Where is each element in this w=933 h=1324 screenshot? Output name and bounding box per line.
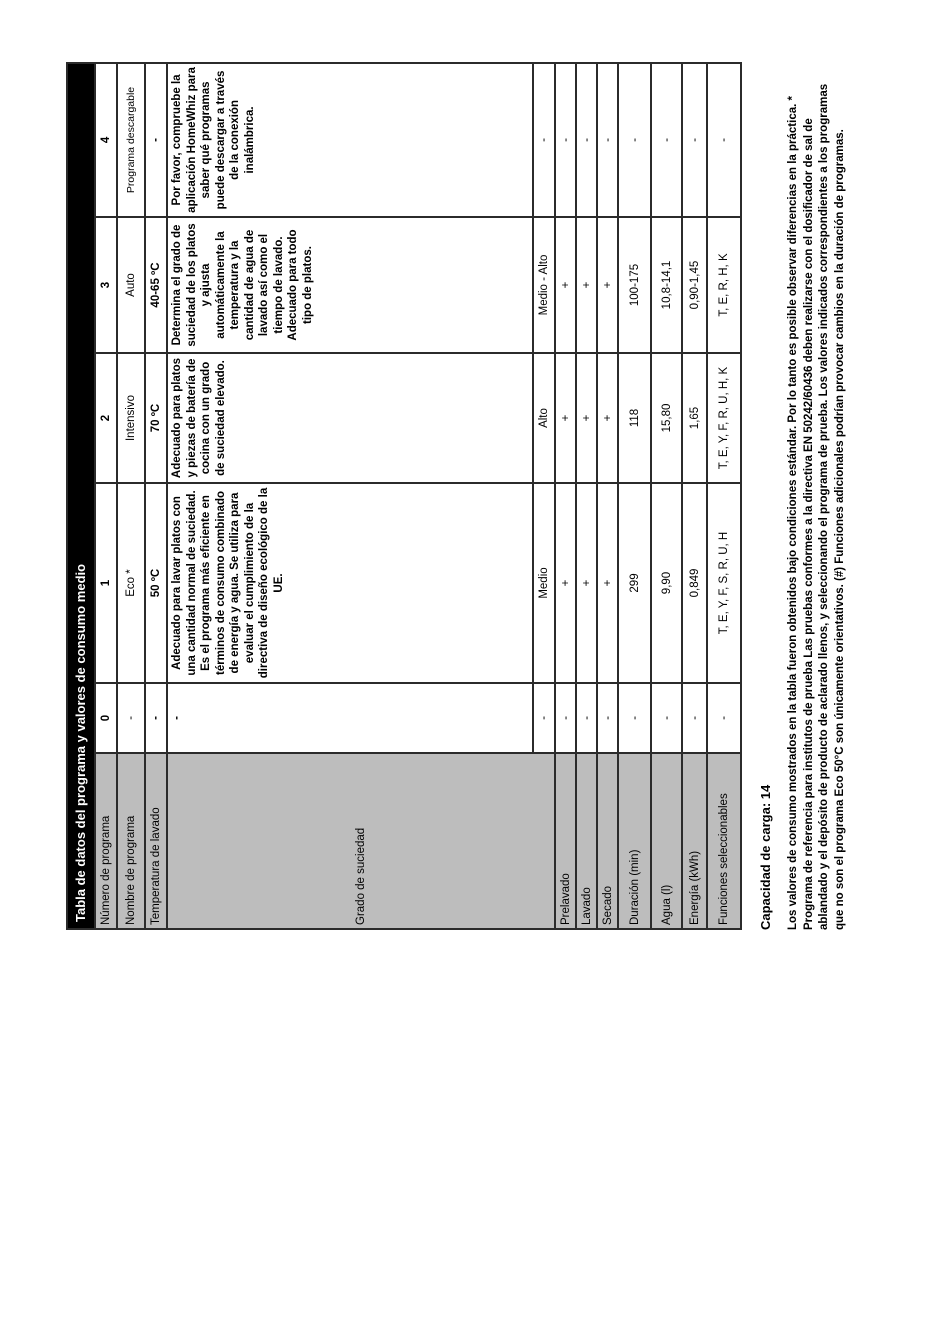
label-agua: Agua (l) — [651, 753, 682, 929]
row-nombre — [117, 63, 145, 929]
cell-prelavado-4: - — [555, 63, 576, 217]
label-duracion: Duración (min) — [618, 753, 651, 929]
cell-lavado-0: - — [576, 683, 597, 753]
label-temperatura: Temperatura de lavado — [145, 753, 167, 929]
cell-suciedad-desc-3: Determina el grado de suciedad de los platos y ajusta automáticamente la temperatura y la cantidad de agua de lavado así como el tiempo de lavado. Adecuado para todo tipo de platos. — [167, 217, 533, 353]
cell-temperatura-2: 70 ºC — [145, 353, 167, 483]
cell-duracion-0: - — [618, 683, 651, 753]
cell-numero-0: 0 — [95, 683, 117, 753]
cell-suciedad-desc-1: Adecuado para lavar platos con una cantidad normal de suciedad. Es el programa más eficiente en términos de consumo combinado de energía y agua. Se utiliza para evaluar el cumplimiento de la directiva de diseño ecológico de la UE. — [167, 483, 533, 683]
cell-duracion-2: 118 — [618, 353, 651, 483]
cell-agua-3: 10,8-14,1 — [651, 217, 682, 353]
cell-temperatura-1: 50 ºC — [145, 483, 167, 683]
row-agua — [651, 63, 682, 929]
cell-funciones-3: T, E, R, H, K — [707, 217, 741, 353]
cell-energia-3: 0,90-1,45 — [682, 217, 707, 353]
cell-suciedad-level-2: Alto — [533, 353, 555, 483]
cell-duracion-1: 299 — [618, 483, 651, 683]
cell-secado-1: + — [597, 483, 618, 683]
cell-suciedad-desc-0: - — [167, 683, 533, 753]
row-lavado — [576, 63, 597, 929]
load-capacity: Capacidad de carga: 14 — [758, 784, 773, 930]
cell-agua-0: - — [651, 683, 682, 753]
cell-numero-4: 4 — [95, 63, 117, 217]
cell-lavado-2: + — [576, 353, 597, 483]
label-suciedad: Grado de suciedad — [167, 753, 555, 929]
label-prelavado: Prelavado — [555, 753, 576, 929]
cell-lavado-3: + — [576, 217, 597, 353]
cell-suciedad-desc-2: Adecuado para platos y piezas de batería de cocina con un grado de suciedad elevado. — [167, 353, 533, 483]
cell-funciones-0: - — [707, 683, 741, 753]
cell-secado-0: - — [597, 683, 618, 753]
row-numero — [95, 63, 117, 929]
cell-suciedad-desc-4: Por favor, compruebe la aplicación HomeWhiz para saber qué programas puede descargar a través de la conexión inalámbrica. — [167, 63, 533, 217]
cell-lavado-1: + — [576, 483, 597, 683]
consumption-note: Los valores de consumo mostrados en la tabla fueron obtenidos bajo condiciones estándar. Por lo tanto es posible observar diferencias en la práctica. * Programa de referencia para institutos de prueba Las pruebas conformes a la directiva EN 50242/60436 deben realizarse con el dosificador de sal de ablandado y el depósito de producto de aclarado llenos, y seleccionando el programa de prueba. Los valores indicados correspondientes a los programas que no son el programa Eco 50°C son únicamente orientativos. (#) Funciones adicionales podrían provocar cambios en la duración de programas. — [787, 83, 846, 930]
table-title-row — [67, 63, 95, 929]
cell-numero-1: 1 — [95, 483, 117, 683]
cell-secado-4: - — [597, 63, 618, 217]
cell-energia-0: - — [682, 683, 707, 753]
cell-nombre-3: Auto — [117, 217, 145, 353]
cell-secado-3: + — [597, 217, 618, 353]
row-duracion — [618, 63, 651, 929]
cell-suciedad-level-4: - — [533, 63, 555, 217]
cell-funciones-1: T, E, Y, F, S, R, U, H — [707, 483, 741, 683]
cell-energia-1: 0,849 — [682, 483, 707, 683]
cell-agua-1: 9,90 — [651, 483, 682, 683]
row-suciedad-desc — [167, 63, 533, 929]
cell-nombre-4: Programa descargable — [117, 63, 145, 217]
cell-prelavado-0: - — [555, 683, 576, 753]
cell-secado-2: + — [597, 353, 618, 483]
cell-lavado-4: - — [576, 63, 597, 217]
cell-temperatura-4: - — [145, 63, 167, 217]
row-prelavado — [555, 63, 576, 929]
label-energia: Energía (kWh) — [682, 753, 707, 929]
cell-prelavado-3: + — [555, 217, 576, 353]
label-secado: Secado — [597, 753, 618, 929]
cell-agua-4: - — [651, 63, 682, 217]
program-data-table — [66, 62, 742, 930]
cell-funciones-2: T, E, Y, F, R, U, H, K — [707, 353, 741, 483]
cell-suciedad-level-0: - — [533, 683, 555, 753]
table-title: Tabla de datos del programa y valores de consumo medio — [67, 63, 95, 929]
cell-nombre-0: - — [117, 683, 145, 753]
cell-nombre-2: Intensivo — [117, 353, 145, 483]
cell-numero-2: 2 — [95, 353, 117, 483]
cell-prelavado-2: + — [555, 353, 576, 483]
rotated-page-content — [66, 64, 871, 930]
cell-nombre-1: Eco * — [117, 483, 145, 683]
label-numero: Número de programa — [95, 753, 117, 929]
cell-funciones-4: - — [707, 63, 741, 217]
cell-suciedad-level-3: Medio - Alto — [533, 217, 555, 353]
cell-numero-3: 3 — [95, 217, 117, 353]
cell-energia-2: 1,65 — [682, 353, 707, 483]
cell-duracion-4: - — [618, 63, 651, 217]
label-lavado: Lavado — [576, 753, 597, 929]
cell-suciedad-level-1: Medio — [533, 483, 555, 683]
label-funciones: Funciones seleccionables — [707, 753, 741, 929]
row-temperatura — [145, 63, 167, 929]
label-nombre: Nombre de programa — [117, 753, 145, 929]
cell-temperatura-0: - — [145, 683, 167, 753]
row-energia — [682, 63, 707, 929]
cell-duracion-3: 100-175 — [618, 217, 651, 353]
row-funciones — [707, 63, 741, 929]
cell-agua-2: 15,80 — [651, 353, 682, 483]
cell-temperatura-3: 40-65 ºC — [145, 217, 167, 353]
row-secado — [597, 63, 618, 929]
cell-energia-4: - — [682, 63, 707, 217]
cell-prelavado-1: + — [555, 483, 576, 683]
